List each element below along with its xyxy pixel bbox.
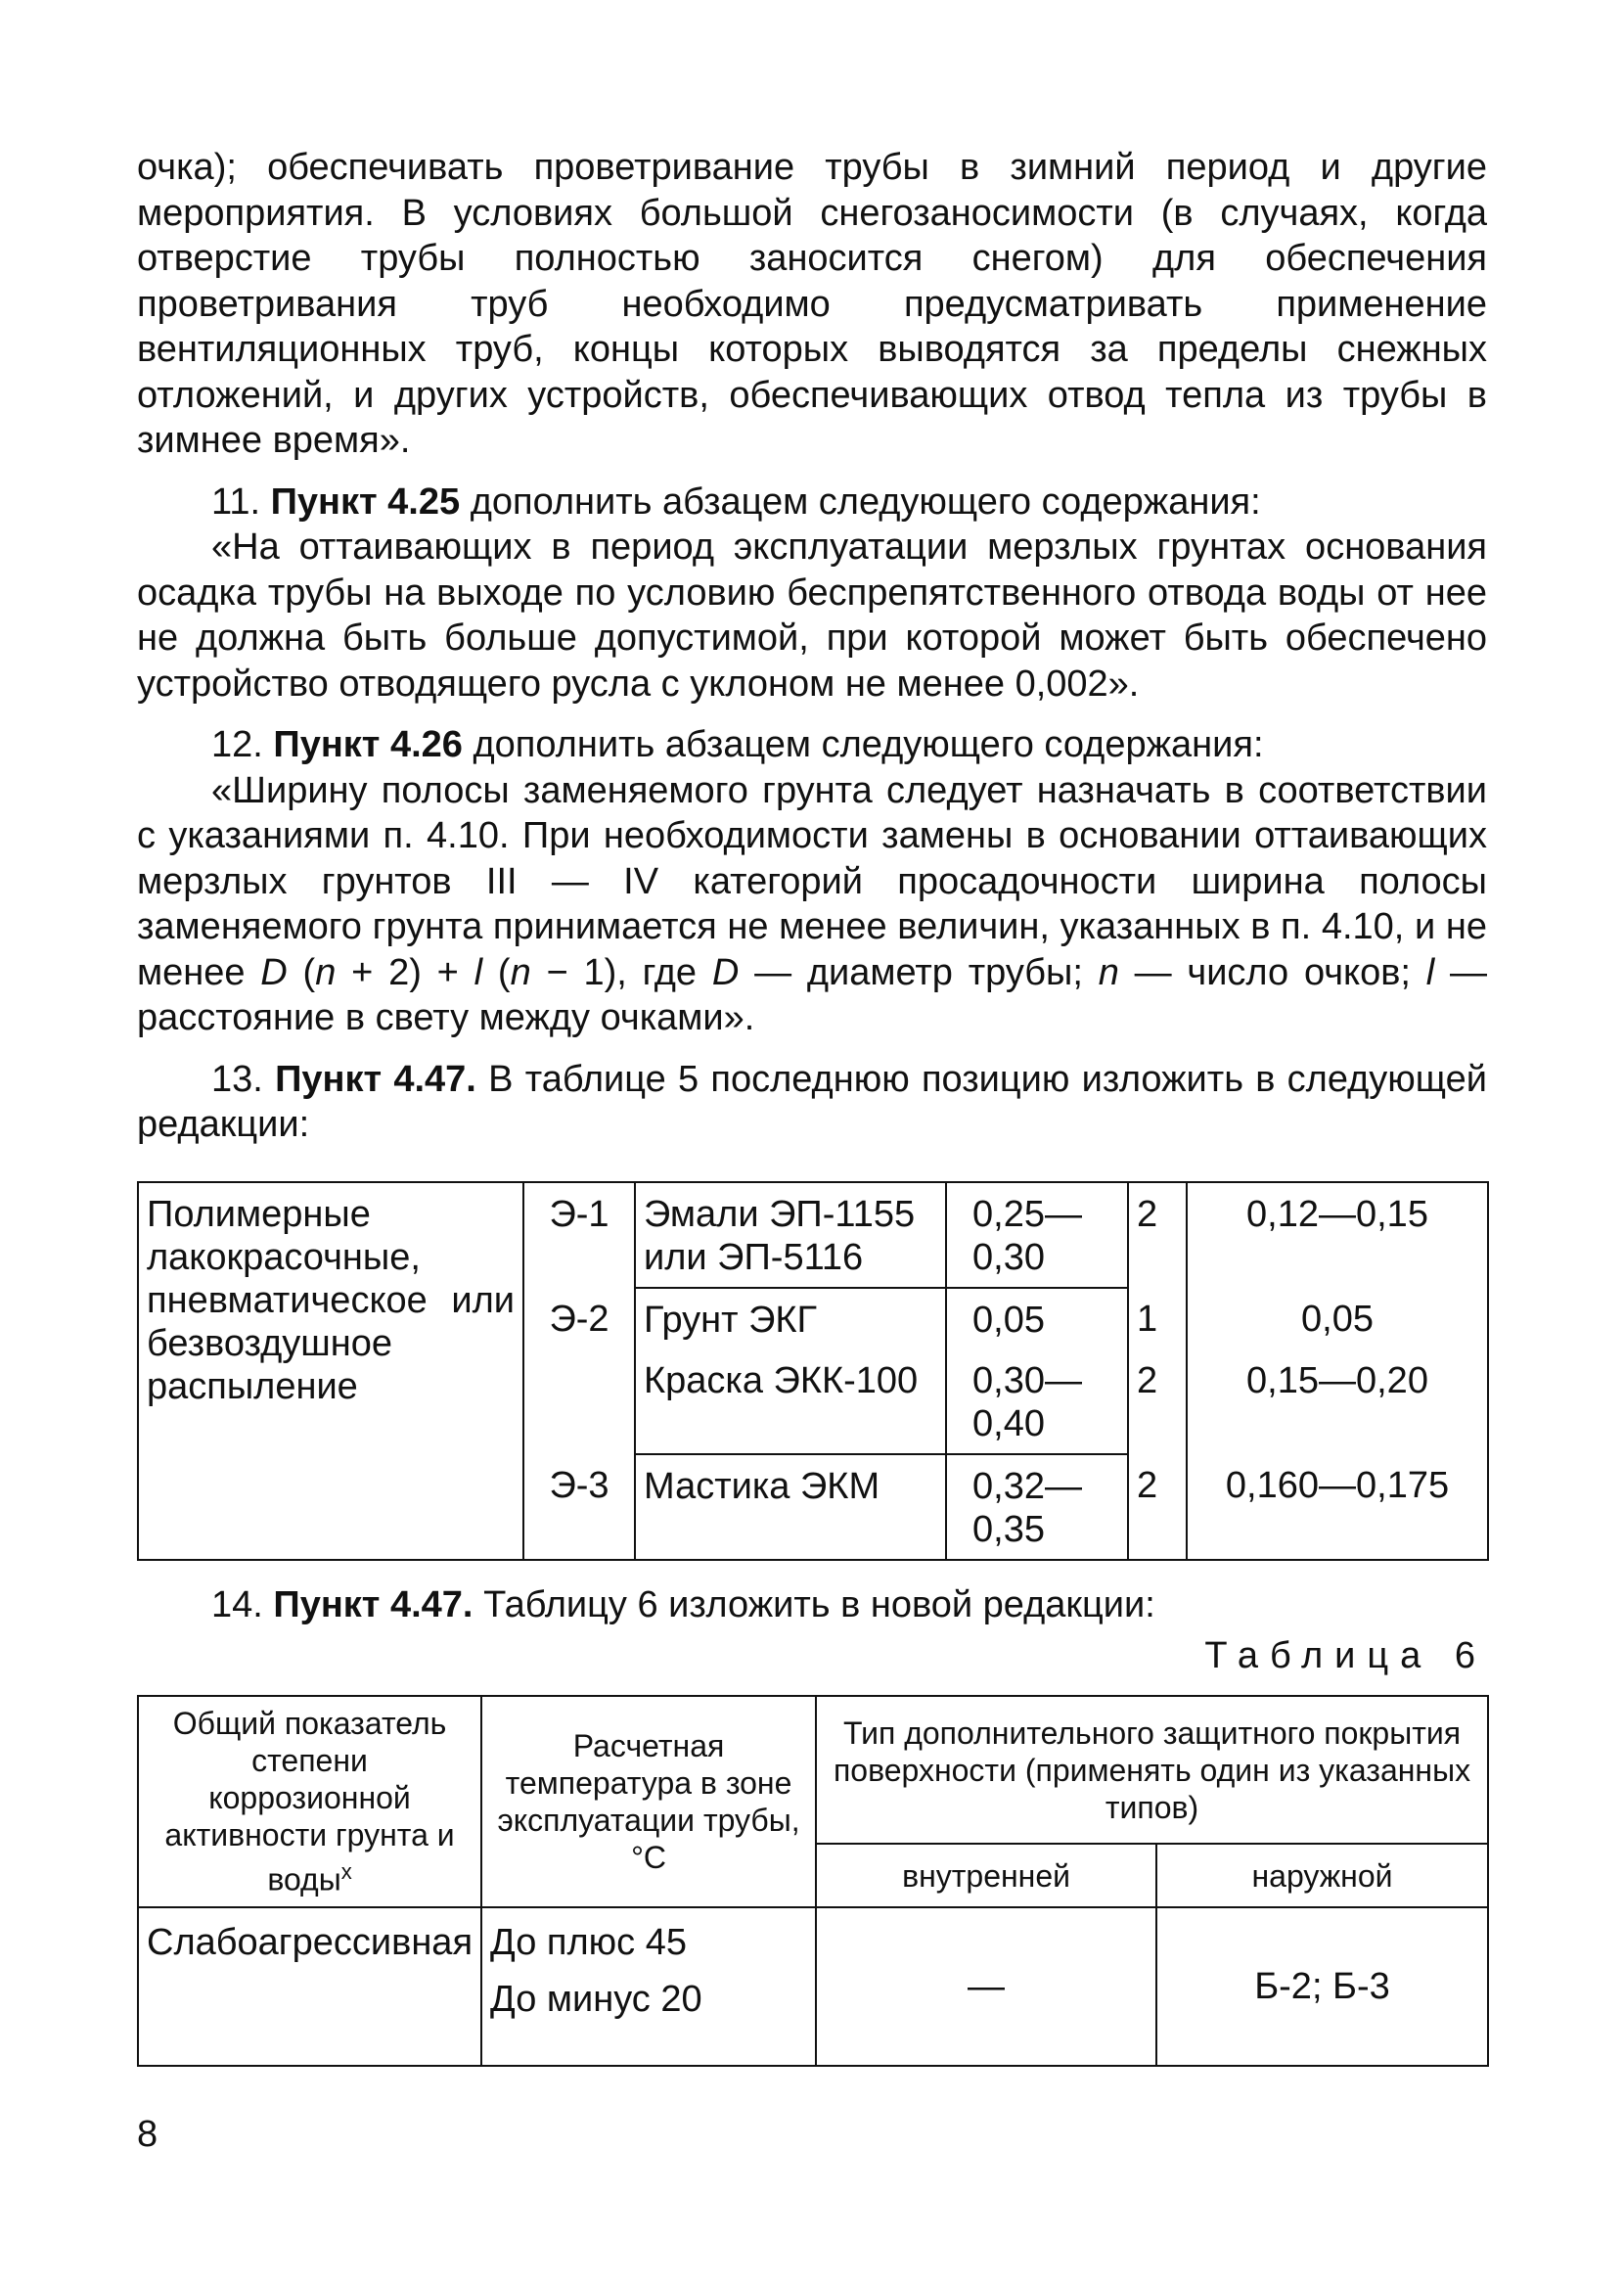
formula-part: ( (287, 951, 316, 993)
item-12-quote (137, 768, 1487, 1041)
thickness-cell: 0,05 (946, 1288, 1128, 1349)
footnote-mark: х (340, 1859, 352, 1884)
header-corrosion-index (138, 1696, 481, 1907)
header-inner: внутренней (816, 1844, 1156, 1906)
material-cell: Краска ЭКК-100 (635, 1349, 946, 1454)
header-outer: наружной (1156, 1844, 1488, 1906)
item-reference: Пункт 4.47. (273, 1583, 474, 1625)
code-cell: Э-3 (523, 1454, 635, 1560)
table-header-row (138, 1696, 1488, 1844)
item-number: 14. (211, 1583, 263, 1625)
item-13-heading (137, 1057, 1487, 1148)
item-number: 12. (211, 724, 263, 765)
table-row (138, 1907, 1488, 2066)
item-text: дополнить абзацем следующего содержания: (470, 480, 1261, 523)
table-6 (137, 1695, 1489, 2067)
table-row (138, 1182, 1488, 1288)
var-l: l (1425, 951, 1435, 993)
var-n: n (315, 951, 337, 993)
material-cell: Мастика ЭКМ (635, 1454, 946, 1560)
temperature-cell (481, 1907, 816, 2066)
formula-part: — расстояние в свету между очками». (137, 951, 1488, 1038)
item-number: 13. (211, 1058, 263, 1100)
item-text: В таблице 5 последнюю позицию изложить в следующей редакции: (137, 1058, 1488, 1145)
total-thickness-cell: 0,12—0,15 (1187, 1182, 1488, 1288)
var-l: l (474, 951, 483, 993)
code-cell: Э-2 (523, 1288, 635, 1349)
formula-part: ( (482, 951, 511, 993)
page-number: 8 (137, 2114, 158, 2155)
paragraph-intro: очка); обеспечивать проветривание трубы в зимний период и другие мероприятия. В условиях большой снегозаносимости (в случаях, когда отверстие трубы полностью заносится снегом) для обеспечения проветривания труб необходимо предусматривать применение вентиляционных труб, концы которых выводятся за пределы снежных отложений, и других устройств, обеспечивающих отвод тепла из трубы в зимнее время». (137, 147, 1487, 461)
item-14-heading (137, 1582, 1487, 1628)
var-n: n (1098, 951, 1119, 993)
table-5-fragment (137, 1181, 1489, 1561)
formula-part: — диаметр трубы; (739, 951, 1099, 993)
item-text: Таблицу 6 изложить в новой редакции: (483, 1583, 1155, 1625)
header-design-temperature: Расчетная температура в зоне эксплуатации трубы, °С (481, 1696, 816, 1907)
formula-part: − 1), где (530, 951, 712, 993)
thickness-cell: 0,25—0,30 (946, 1182, 1128, 1288)
layers-cell: 2 (1128, 1349, 1187, 1454)
total-thickness-cell: 0,160—0,175 (1187, 1454, 1488, 1560)
code-cell (523, 1349, 635, 1454)
header-coating-type: Тип дополнительного защитного покрытия поверхности (применять один из указанных типов) (816, 1696, 1488, 1844)
item-reference: Пункт 4.26 (273, 724, 463, 765)
item-reference: Пункт 4.47. (275, 1058, 476, 1100)
table-6-caption: Таблица 6 (1204, 1635, 1487, 1676)
layers-cell: 2 (1128, 1182, 1187, 1288)
item-11-quote: «На оттаивающих в период эксплуатации мерзлых грунтах основания осадка трубы на выходе по условию беспрепятственного отвода воды от нее не должна быть больше допустимой, при которой может быть обеспечено устройство отводящего русла с уклоном не менее 0,002». (137, 526, 1487, 705)
thickness-cell: 0,32—0,35 (946, 1454, 1128, 1560)
item-12-heading (137, 722, 1487, 768)
temperature-line: До минус 20 (490, 1978, 702, 2020)
total-thickness-cell: 0,15—0,20 (1187, 1349, 1488, 1454)
layers-cell: 2 (1128, 1454, 1187, 1560)
item-reference: Пункт 4.25 (270, 480, 461, 523)
item-11-heading (137, 480, 1487, 526)
material-cell: Эмали ЭП-1155 или ЭП-5116 (635, 1182, 946, 1288)
coating-type-cell: Полимерные лакокрасочные, пневматическое или безвоздушное распыление (138, 1182, 523, 1560)
total-thickness-cell: 0,05 (1187, 1288, 1488, 1349)
temperature-line: До плюс 45 (490, 1921, 687, 1963)
var-D: D (711, 951, 740, 993)
var-D: D (260, 951, 288, 993)
formula-part: — число очков; (1118, 951, 1426, 993)
quote-text: «Ширину полосы заменяемого грунта следует назначать в соответствии с указаниями п. 4.10. При необходимости замены в основании оттаивающих мерзлых грунтов III — IV категорий просадочности ширина полосы заменяемого грунта принимается не менее величин, указанных в п. 4.10, и не менее (137, 769, 1487, 993)
var-n: n (510, 951, 531, 993)
corrosion-index-cell: Слабоагрессивная (138, 1907, 481, 2066)
inner-coating-cell: — (816, 1907, 1156, 2066)
code-cell: Э-1 (523, 1182, 635, 1288)
outer-coating-cell: Б-2; Б-3 (1156, 1907, 1488, 2066)
material-cell: Грунт ЭКГ (635, 1288, 946, 1349)
header-text: Общий показатель степени коррозионной активности грунта и воды (164, 1706, 455, 1897)
thickness-cell: 0,30—0,40 (946, 1349, 1128, 1454)
formula-part: + 2) + (336, 951, 474, 993)
layers-cell: 1 (1128, 1288, 1187, 1349)
item-number: 11. (211, 480, 261, 523)
item-text: дополнить абзацем следующего содержания: (473, 724, 1264, 765)
